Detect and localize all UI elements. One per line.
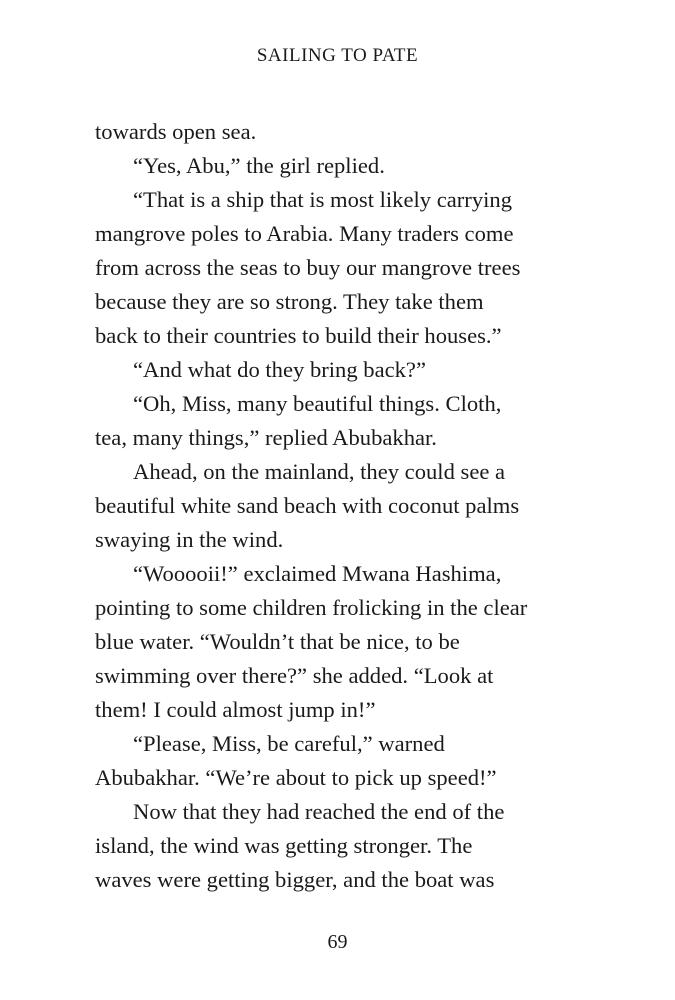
running-head: SAILING TO PATE bbox=[256, 45, 419, 66]
text-line: Abubakhar. “We’re about to pick up speed!” bbox=[95, 765, 497, 790]
text-line: “Please, Miss, be careful,” warned bbox=[133, 731, 445, 756]
text-line: “Wooooii!” exclaimed Mwana Hashima, bbox=[133, 561, 502, 586]
body-text bbox=[95, 115, 595, 897]
text-line: blue water. “Wouldn’t that be nice, to be bbox=[95, 629, 460, 654]
text-line: waves were getting bigger, and the boat was bbox=[95, 867, 495, 892]
text-line: from across the seas to buy our mangrove trees bbox=[95, 255, 521, 280]
text-line: “And what do they bring back?” bbox=[133, 357, 426, 382]
text-line: island, the wind was getting stronger. The bbox=[95, 833, 473, 858]
text-line: towards open sea. bbox=[95, 119, 257, 144]
text-line: them! I could almost jump in!” bbox=[95, 697, 376, 722]
text-line: “That is a ship that is most likely carrying bbox=[133, 187, 512, 212]
text-line: pointing to some children frolicking in the clear bbox=[95, 595, 528, 620]
text-line: beautiful white sand beach with coconut palms bbox=[95, 493, 520, 518]
text-line: Ahead, on the mainland, they could see a bbox=[133, 459, 506, 484]
page-number: 69 bbox=[327, 931, 348, 953]
text-line: back to their countries to build their houses.” bbox=[95, 323, 502, 348]
text-line: “Oh, Miss, many beautiful things. Cloth, bbox=[133, 391, 502, 416]
text-line: because they are so strong. They take them bbox=[95, 289, 484, 314]
text-line: Now that they had reached the end of the bbox=[133, 799, 505, 824]
text-line: swaying in the wind. bbox=[95, 527, 284, 552]
text-line: tea, many things,” replied Abubakhar. bbox=[95, 425, 437, 450]
text-line: “Yes, Abu,” the girl replied. bbox=[133, 153, 385, 178]
text-line: swimming over there?” she added. “Look at bbox=[95, 663, 494, 688]
text-line: mangrove poles to Arabia. Many traders come bbox=[95, 221, 514, 246]
